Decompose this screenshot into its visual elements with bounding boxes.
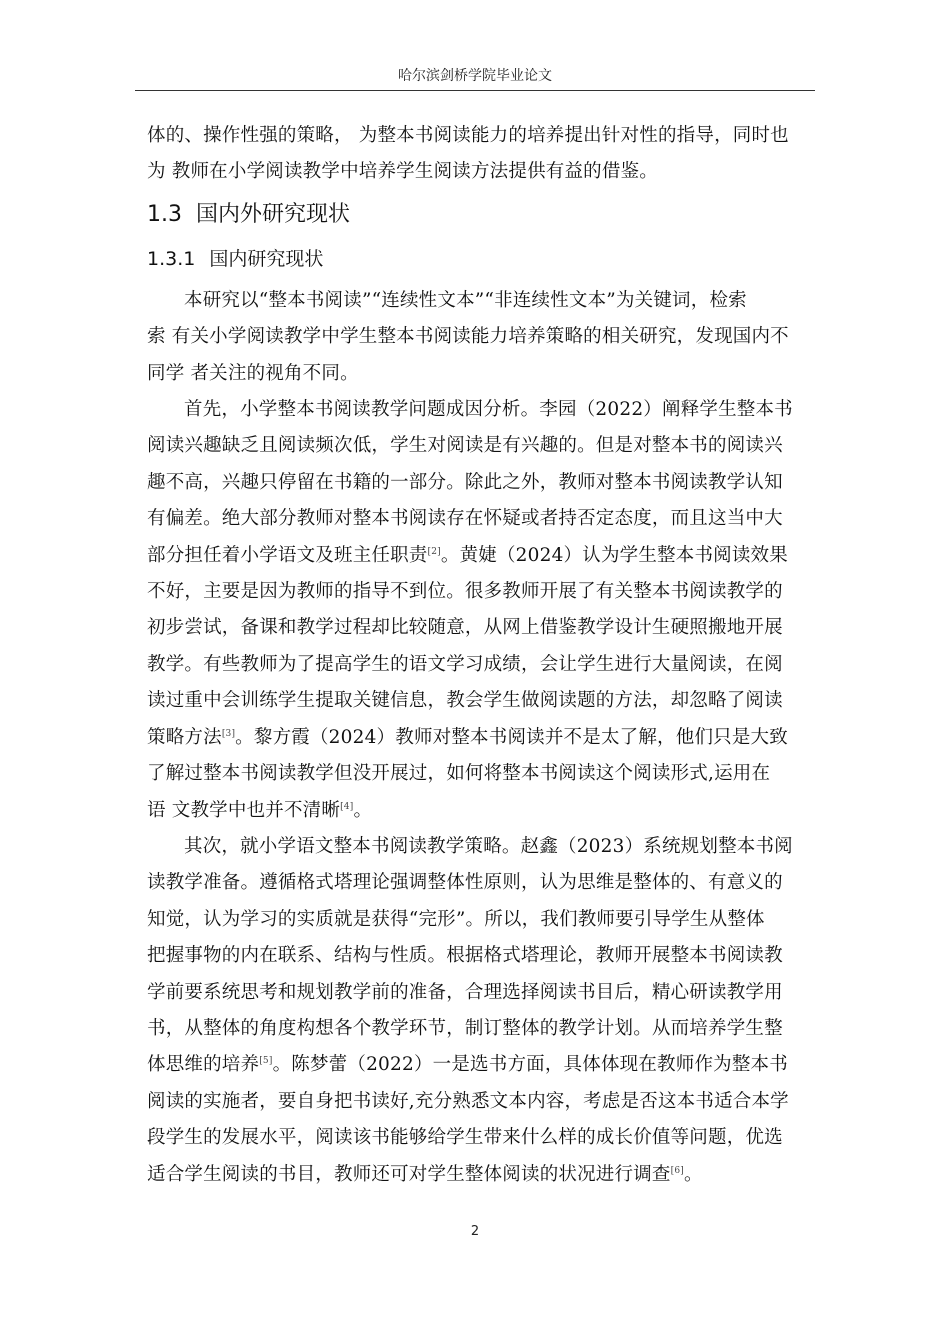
citation-marker[interactable]: [3] xyxy=(221,728,236,739)
text-line: 阅读兴趣缺乏且阅读频次低，学生对阅读是有兴趣的。但是对整本书的阅读兴 xyxy=(147,435,783,457)
citation-marker[interactable]: [6] xyxy=(670,1165,684,1176)
text-line: 阅读的实施者，要自身把书读好,充分熟悉文本内容，考虑是否这本书适合本学 xyxy=(147,1090,789,1112)
text-line: 同学 者关注的视角不同。 xyxy=(147,362,359,384)
section-number: 1.3 xyxy=(147,201,182,227)
text-line xyxy=(147,1047,819,1083)
text-line xyxy=(147,720,819,756)
text-line xyxy=(147,793,819,829)
running-header xyxy=(135,62,815,91)
text-run: 。 xyxy=(353,799,373,821)
text-line xyxy=(147,538,819,574)
text-line: 学前要系统思考和规划教学前的准备，合理选择阅读书目后，精心研读教学用 xyxy=(147,981,783,1003)
text-run: 部分担任着小学语文及班主任职责 xyxy=(147,544,428,566)
text-line: 其次，就小学语文整本书阅读教学策略。赵鑫（2023）系统规划整本书阅 xyxy=(184,835,793,857)
citation-marker[interactable]: [2] xyxy=(427,546,441,557)
paragraph-keywords xyxy=(147,283,819,392)
page-footer xyxy=(0,1224,950,1239)
text-line xyxy=(147,1157,819,1193)
text-line: 体的、操作性强的策略， 为整本书阅读能力的培养提出针对性的指导，同时也 xyxy=(147,125,789,146)
text-line: 首先，小学整本书阅读教学问题成因分析。李园（2022）阐释学生整本书 xyxy=(184,399,793,421)
page-number: 2 xyxy=(470,1224,480,1239)
text-run: 。黄婕（2024）认为学生整本书阅读效果 xyxy=(440,544,788,566)
text-line: 段学生的发展水平，阅读该书能够给学生带来什么样的成长价值等问题，优选 xyxy=(147,1127,783,1149)
paragraph-strategies xyxy=(147,829,819,1193)
text-run: 。黎方霞（2024）教师对整本书阅读并不是太了解，他们只是大致 xyxy=(235,726,788,748)
subsection-number: 1.3.1 xyxy=(147,247,196,270)
section-title: 国内外研究现状 xyxy=(196,201,351,227)
text-run: 。陈梦蕾（2022）一是选书方面，具体体现在教师作为整本书 xyxy=(272,1054,788,1076)
text-line: 趣不高，兴趣只停留在书籍的一部分。除此之外，教师对整本书阅读教学认知 xyxy=(147,471,783,493)
section-heading xyxy=(147,193,819,237)
header-title: 哈尔滨剑桥学院毕业论文 xyxy=(398,68,552,84)
text-line: 有偏差。绝大部分教师对整本书阅读存在怀疑或者持否定态度，而且这当中大 xyxy=(147,508,783,530)
text-line: 读教学准备。遵循格式塔理论强调整体性原则，认为思维是整体的、有意义的 xyxy=(147,872,783,894)
text-run: 适合学生阅读的书目，教师还可对学生整体阅读的状况进行调查 xyxy=(147,1163,671,1185)
text-line: 知觉，认为学习的实质就是获得“完形”。所以，我们教师要引导学生从整体 xyxy=(147,908,765,930)
text-run: 体思维的培养 xyxy=(147,1054,260,1076)
text-line: 了解过整本书阅读教学但没开展过，如何将整本书阅读这个阅读形式,运用在 xyxy=(147,763,771,785)
intro-paragraph xyxy=(147,118,819,191)
text-run: 。 xyxy=(683,1163,703,1185)
text-line: 把握事物的内在联系、结构与性质。根据格式塔理论，教师开展整本书阅读教 xyxy=(147,945,783,967)
text-run: 语 文教学中也并不清晰 xyxy=(147,799,341,821)
text-line: 本研究以“整本书阅读”“连续性文本”“非连续性文本”为关键词，检索 xyxy=(184,289,747,311)
citation-marker[interactable]: [5] xyxy=(259,1056,273,1067)
text-line: 索 有关小学阅读教学中学生整本书阅读能力培养策略的相关研究，发现国内不 xyxy=(147,326,789,348)
text-line: 读过重中会训练学生提取关键信息，教会学生做阅读题的方法，却忽略了阅读 xyxy=(147,690,783,712)
text-line: 为 教师在小学阅读教学中培养学生阅读方法提供有益的借鉴。 xyxy=(147,161,658,183)
paragraph-causes xyxy=(147,392,819,829)
subsection-heading xyxy=(147,237,819,281)
text-line: 不好，主要是因为教师的指导不到位。很多教师开展了有关整本书阅读教学的 xyxy=(147,581,783,603)
text-run: 策略方法 xyxy=(147,726,222,748)
text-line: 书，从整体的角度构想各个教学环节，制订整体的教学计划。从而培养学生整 xyxy=(147,1017,783,1039)
page-body xyxy=(147,118,819,1193)
citation-marker[interactable]: [4] xyxy=(340,801,354,812)
text-line: 教学。有些教师为了提高学生的语文学习成绩，会让学生进行大量阅读，在阅 xyxy=(147,653,783,675)
subsection-title: 国内研究现状 xyxy=(209,247,324,270)
text-line: 初步尝试，备课和教学过程却比较随意，从网上借鉴教学设计生硬照搬地开展 xyxy=(147,617,783,639)
